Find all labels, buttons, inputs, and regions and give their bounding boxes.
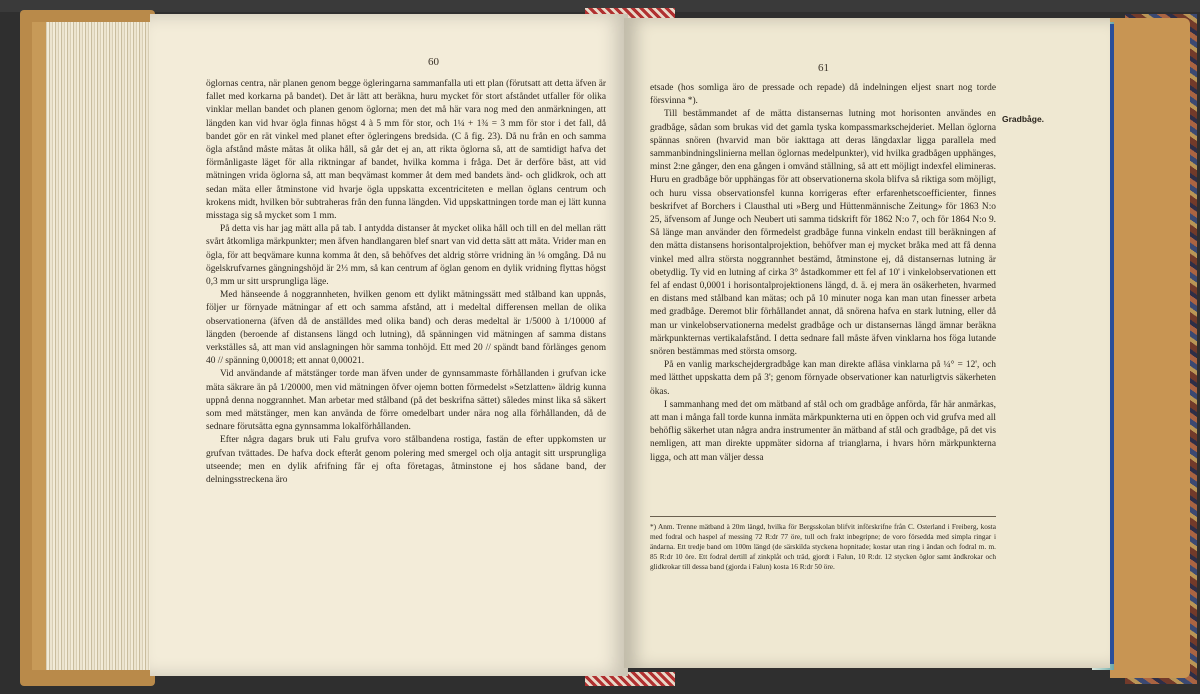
margin-note: Gradbåge. bbox=[1002, 114, 1045, 124]
paragraph: Med hänseende å noggrannheten, hvilken genom ett dylikt mätningssätt med stålband kan uppnås, följer ur förnyade mätningar af ett och samma afstånd, att i medeltal differensen mellan de olika observationerna (äfven då de anställdes med olika band) och deras medeltal är 1/5000 à 1/10000 af längden (beroende af distansens längd och lutning), då spänningen vid mätningen af samma distans verkställes så, att man vid anslagningen hör samma tonhöjd. Ett med 20 // spändt band förlänges genom 40 // spänning 0,00018; ett annat 0,00021. bbox=[206, 290, 606, 367]
paragraph: På en vanlig markschejdergradbåge kan man direkte afläsa vinklarna på ¼° = 12', och med lätthet uppskatta dem på 3'; genom förnyade observationer kan naturligtvis säkerheten ökas. bbox=[650, 360, 996, 397]
right-cover-board bbox=[1110, 18, 1190, 678]
right-page-body bbox=[650, 82, 996, 465]
paragraph: I sammanhang med det om mätband af stål och om gradbåge anförda, får här anmärkas, att man i många fall torde kunna inmäta märkpunkterna uti en öppen och vid grufva med all behöflig säkerhet utan några andra instrumenter än mätband af stål och gradbåge, på det vis nemligen, att man direkte uppmäter sidorna af trianglarna, i hvars hörn märkpunkterna ligga, och att man väljer dessa bbox=[650, 399, 996, 463]
page-number-left: 60 bbox=[428, 56, 439, 68]
paragraph: öglornas centra, när planen genom begge ögleringarna sammanfalla uti ett plan (förutsatt att detta äfven är fallet med korkarna på bandet). Det är lätt att beräkna, huru mycket för stort afståndet utfaller för olika vinklar mellan bandet och planen genom öglorna; men det må här vara nog med den anmärkningen, att längden kan vid hvar ögla finnas högst 4 à 5 mm för stor, och 1¼ + 1¾ = 3 mm för stor i det fall, då bandet gör en rät vinkel med planet efter ögleringens bredsida. (C å fig. 23). Då nu från en och samma ögla afstånd måste mätas åt olika håll, så går det ej an, att rikta öglorna så, att de samtidigt hafva det förmånligaste läget för alla riktningar af bandet, hvilka komma i fråga. Det är derföre bäst, att vid mätningen vrida öglorna så, att man beqvämast kommer åt dem med bandets änd- och glidkrok, och att sedan mäta eller åtminstone vid hvarje ögla uppskatta excentriciteten e mellan öglans centrum och krokens midt, hvilken bör subtraheras från den funna längden. Vid uppskattningen torde man ej lätt kunna misstaga sig så mycket som 1 mm. bbox=[206, 79, 606, 222]
paragraph: På detta vis har jag mätt alla på tab. I antydda distanser åt mycket olika håll och till en del mellan rätt svårt åtkomliga märkpunkter; men äfven handlangaren blef snart van vid detta sätt att mäta. Vrider man en ögla, för att beqvämare kunna komma åt den, så behöfves det aldrig större vridning än ⅛ omgång. Då nu ögelskrufvarnes gängningshöjd är 2⅓ mm, så kan centrum af öglan genom en dylik vridning flyttas högst 0,3 mm ur sitt ursprungliga läge. bbox=[206, 224, 606, 288]
paragraph: Till bestämmandet af de mätta distansernas lutning mot horisonten användes en gradbåge, sådan som brukas vid det gamla tyska kompassmarkschejderiet. Mellan öglorna spännas snören (hvarvid man bör iakttaga att deras längdaxlar ligga parallela med sammanbindningslinierna mellan öglornas medelpunkter), vid hvilka gradbågen upphänges, minst 2:ne gånger, den ena gången i omvänd ställning, så att ett möjligt indexfel elimineras. Huru en gradbåge bör upphängas för att observationerna skola blifva så riktiga som möjligt, och huru vissa observationsfel kunna korrigeras efter erfarenhetscoefficienter, finnes beskrifvet af Borchers i Clausthal uti »Berg und Hüttenmännische Zeitung» för 1863 N:o 25, äfvensom af Junge och Neubert uti samma tidskrift för 1862 N:o 7, och för 1864 N:o 9. Så länge man använder den förmedelst gradbåge funna vinkeln endast till beräkningen af den mätta distansens horisontalprojektion, behöfver man ej mycket bråka med att få denna vinkel med allra största noggrannhet bestämd, åtminstone ej, då distansernas lutning är obetydlig. Ty vid en lutning af cirka 3° åstadkommer ett fel af 10' i vinkelobservationen ett fel af endast 0,0001 i horisontalprojektionens längd, d. ä. ej mera än osäkerheten, hvarmed en distans med stålband kan mätas; och på 10 minuter noga kan man utan finesser arbeta med gradbåge. Deremot blir förhållandet annat, då snörena hafva en stark lutning, eller då man ur vinkelobservationerna medelst gradbåge och ur distansernas längd ämnar beräkna märkpunkternas vertikalafstånd. I detta sednare fall måste äfven vinklarna hos föga lutande snören bestämmas med största omsorg. bbox=[650, 109, 996, 358]
paragraph: Vid användande af mätstänger torde man äfven under de gynnsammaste förhållanden i grufvan icke mäta säkrare än på 1/20000, men vid mätningen öfver ojemn botten förmedelst »Setzlatten» äldrig kunna uppnå denna noggrannhet. Man arbetar med stålband (på det beskrifna sättet) således minst lika så säkert som med mätstänger, men kan använda de förre omedelbart under nära nog alla förhållanden, då de sednare förutsätta egna gynnsamma lokalförhållanden. bbox=[206, 369, 606, 433]
page-number-right: 61 bbox=[818, 62, 829, 74]
paragraph: etsade (hos somliga äro de pressade och repade) då indelningen eljest snart nog torde försvinna *). bbox=[650, 83, 996, 107]
left-page-body bbox=[206, 78, 606, 487]
footnote: *) Anm. Trenne mätband à 20m längd, hvilka för Bergsskolan blifvit införskrifne från C. Osterland i Freiberg, kosta med fodral och haspel af messing 72 R:dr 77 öre, tull och frakt inbegripne; de voro försedda med simpla ringar i ändarna. Ett tredje band om 100m längd (de särskilda styckena hopnitade; kostar utan ring i ändan och fodral m. m. 85 R:dr 10 öre. Ett fodral dertill af zinkplåt och träd, gjordt i Falun, 10 R:dr. 12 stycken öglor samt ändkrokar och glidkrokar till dessa band (gjorda i Falun) kosta 16 R:dr 50 öre. bbox=[650, 522, 996, 571]
footnote-rule bbox=[650, 516, 996, 517]
left-page bbox=[150, 14, 628, 676]
right-page bbox=[624, 18, 1110, 668]
left-cover-edge bbox=[32, 22, 46, 670]
left-page-stack bbox=[32, 22, 152, 670]
paragraph: Efter några dagars bruk uti Falu grufva voro stålbandena rostiga, fastän de efter uppkomsten ur grufvan tvättades. De hafva dock efteråt genom polering med smergel och olja antagit sitt ursprungliga utseende; men en dylik afrifning får ej ofta företagas, åtminstone ej hos sådane band, der delningsstreckena äro bbox=[206, 435, 606, 486]
